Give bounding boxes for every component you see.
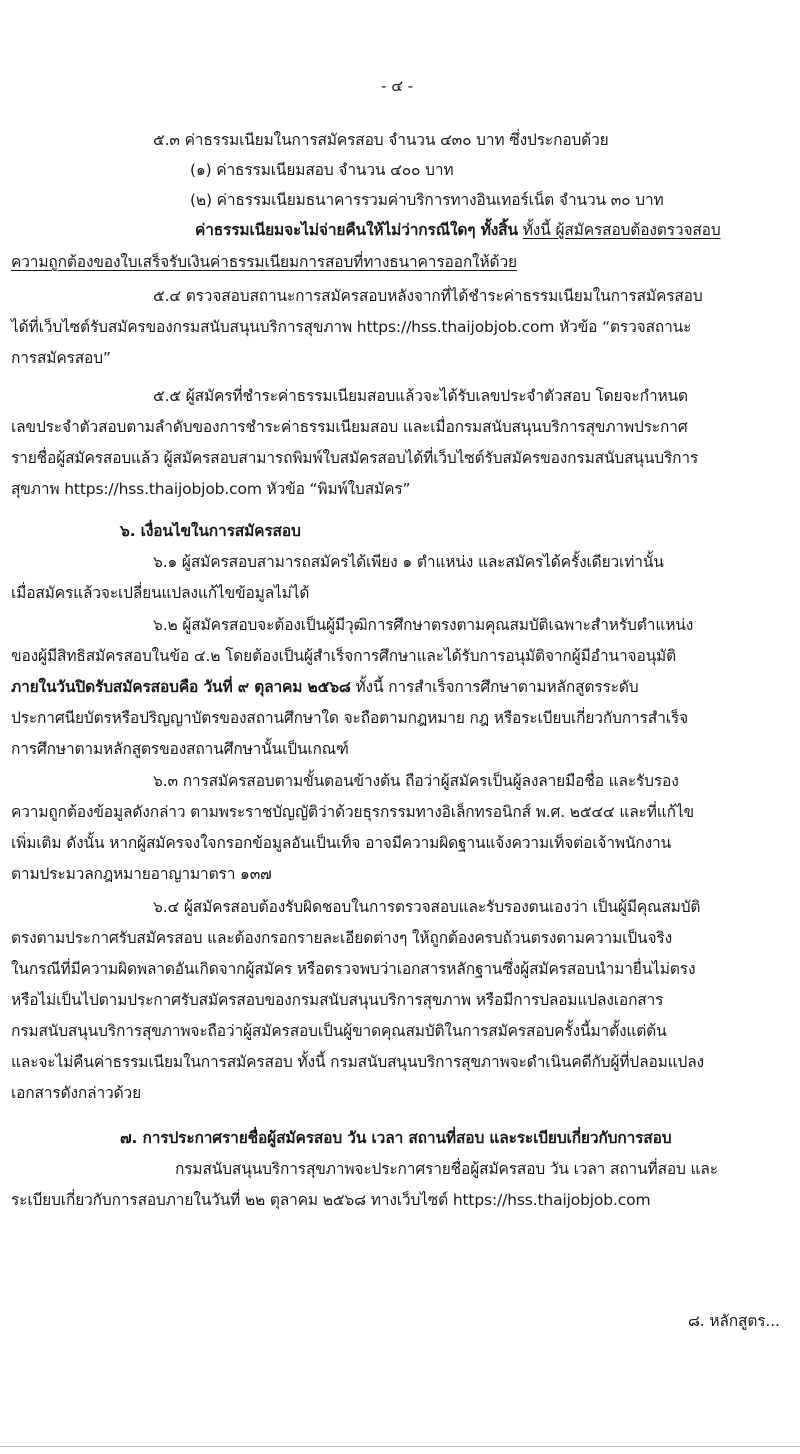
page-number: - ๔ - — [381, 77, 414, 95]
bottom-scan-edge — [0, 1446, 800, 1447]
section-6-2-line-3 — [11, 675, 638, 699]
fee-item-1: (๑) ค่าธรรมเนียมสอบ จำนวน ๔๐๐ บาท — [190, 161, 454, 179]
next-page-continuation: ๘. หลักสูตร... — [688, 1312, 780, 1330]
section-6-2-line-4: ประกาศนียบัตรหรือปริญญาบัตรของสถานศึกษาใด จะถือตามกฎหมาย กฎ หรือระเบียบเกี่ยวกับการสำเร็จ — [11, 709, 689, 727]
section-5-4-line-1: ๕.๔ ตรวจสอบสถานะการสมัครสอบหลังจากที่ได้ชำระค่าธรรมเนียมในการสมัครสอบ — [153, 287, 703, 305]
section-6-3-line-1: ๖.๓ การสมัครสอบตามขั้นตอนข้างต้น ถือว่าผู้สมัครเป็นผู้ลงลายมือชื่อ และรับรอง — [153, 772, 679, 790]
section-6-1-line-2: เมื่อสมัครแล้วจะเปลี่ยนแปลงแก้ไขข้อมูลไม่ได้ — [11, 584, 310, 602]
section-7-heading: ๗. การประกาศรายชื่อผู้สมัครสอบ วัน เวลา สถานที่สอบ และระเบียบเกี่ยวกับการสอบ — [120, 1129, 672, 1147]
section-5-4-line-2: ได้ที่เว็บไซต์รับสมัครของกรมสนับสนุนบริการสุขภาพ https://hss.thaijobjob.com หัวข้อ “ตรวจสถานะ — [11, 318, 692, 336]
fee-note-line-2: ความถูกต้องของใบเสร็จรับเงินค่าธรรมเนียมการสอบที่ทางธนาคารออกให้ด้วย — [11, 253, 517, 271]
section-6-heading: ๖. เงื่อนไขในการสมัครสอบ — [120, 522, 301, 540]
section-6-4-line-2: ตรงตามประกาศรับสมัครสอบ และต้องกรอกรายละเอียดต่างๆ ให้ถูกต้องครบถ้วนตรงตามความเป็นจริง — [11, 929, 672, 947]
section-5-5-line-1: ๕.๕ ผู้สมัครที่ชำระค่าธรรมเนียมสอบแล้วจะได้รับเลขประจำตัวสอบ โดยจะกำหนด — [153, 387, 688, 405]
section-5-5-line-2: เลขประจำตัวสอบตามลำดับของการชำระค่าธรรมเนียมสอบ และเมื่อกรมสนับสนุนบริการสุขภาพประกาศ — [11, 418, 688, 436]
fee-item-2: (๒) ค่าธรรมเนียมธนาคารรวมค่าบริการทางอินเทอร์เน็ต จำนวน ๓๐ บาท — [190, 191, 664, 209]
section-7-line-1: กรมสนับสนุนบริการสุขภาพจะประกาศรายชื่อผู้สมัครสอบ วัน เวลา สถานที่สอบ และ — [175, 1160, 718, 1178]
section-6-4-line-7: เอกสารดังกล่าวด้วย — [11, 1084, 142, 1102]
fee-receipt-check-note: ทั้งนี้ ผู้สมัครสอบต้องตรวจสอบ — [522, 221, 721, 239]
section-6-2-line-5: การศึกษาตามหลักสูตรของสถานศึกษานั้นเป็นเกณฑ์ — [11, 740, 349, 758]
section-6-1-line-1: ๖.๑ ผู้สมัครสอบสามารถสมัครได้เพียง ๑ ตำแหน่ง และสมัครได้ครั้งเดียวเท่านั้น — [153, 553, 664, 571]
section-6-2-line-2: ของผู้มีสิทธิสมัครสอบในข้อ ๔.๒ โดยต้องเป็นผู้สำเร็จการศึกษาและได้รับการอนุมัติจากผู้มีอำนาจอนุมัติ — [11, 647, 677, 665]
section-6-4-line-6: และจะไม่คืนค่าธรรมเนียมในการสมัครสอบ ทั้งนี้ กรมสนับสนุนบริการสุขภาพจะดำเนินคดีกับผู้ที่ปลอมแปลง — [11, 1053, 704, 1071]
section-6-4-line-3: ในกรณีที่มีความผิดพลาดอันเกิดจากผู้สมัคร หรือตรวจพบว่าเอกสารหลักฐานซึ่งผู้สมัครสอบนำมายื่นไม่ตรง — [11, 960, 696, 978]
section-5-5-line-3: รายชื่อผู้สมัครสอบแล้ว ผู้สมัครสอบสามารถพิมพ์ใบสมัครสอบได้ที่เว็บไซต์รับสมัครของกรมสนับสนุนบริการ — [11, 449, 699, 467]
section-5-5-line-4: สุขภาพ https://hss.thaijobjob.com หัวข้อ “พิมพ์ใบสมัคร” — [11, 480, 411, 498]
section-6-3-line-3: เพิ่มเติม ดังนั้น หากผู้สมัครจงใจกรอกข้อมูลอันเป็นเท็จ อาจมีความผิดฐานแจ้งความเท็จต่อเจ้าพนักงาน — [11, 834, 672, 852]
section-6-2-line-1: ๖.๒ ผู้สมัครสอบจะต้องเป็นผู้มีวุฒิการศึกษาตรงตามคุณสมบัติเฉพาะสำหรับตำแหน่ง — [153, 616, 694, 634]
closing-date-note: ภายในวันปิดรับสมัครสอบคือ วันที่ ๙ ตุลาคม ๒๕๖๘ — [11, 678, 351, 696]
section-5-4-line-3: การสมัครสอบ” — [11, 349, 111, 367]
section-6-2-line-3-rest: ทั้งนี้ การสำเร็จการศึกษาตามหลักสูตรระดับ — [350, 678, 639, 696]
section-5-3-heading: ๕.๓ ค่าธรรมเนียมในการสมัครสอบ จำนวน ๔๓๐ บาท ซึ่งประกอบด้วย — [153, 131, 609, 149]
fee-non-refundable-note: ค่าธรรมเนียมจะไม่จ่ายคืนให้ไม่ว่ากรณีใดๆ ทั้งสิ้น — [195, 221, 518, 239]
section-7-line-2: ระเบียบเกี่ยวกับการสอบภายในวันที่ ๒๒ ตุลาคม ๒๕๖๘ ทางเว็บไซต์ https://hss.thaijobjob.com — [11, 1191, 651, 1209]
section-6-4-line-1: ๖.๔ ผู้สมัครสอบต้องรับผิดชอบในการตรวจสอบและรับรองตนเองว่า เป็นผู้มีคุณสมบัติ — [153, 898, 701, 916]
section-6-4-line-5: กรมสนับสนุนบริการสุขภาพจะถือว่าผู้สมัครสอบเป็นผู้ขาดคุณสมบัติในการสมัครสอบครั้งนี้มาตั้งแต่ต้น — [11, 1022, 667, 1040]
section-6-4-line-4: หรือไม่เป็นไปตามประกาศรับสมัครสอบของกรมสนับสนุนบริการสุขภาพ หรือมีการปลอมแปลงเอกสาร — [11, 991, 664, 1009]
section-6-3-line-2: ความถูกต้องข้อมูลดังกล่าว ตามพระราชบัญญัติว่าด้วยธุรกรรมทางอิเล็กทรอนิกส์ พ.ศ. ๒๕๔๔ และที่แก้ไข — [11, 803, 694, 821]
section-6-3-line-4: ตามประมวลกฎหมายอาญามาตรา ๑๓๗ — [11, 865, 272, 883]
fee-note-line-1 — [195, 218, 721, 242]
